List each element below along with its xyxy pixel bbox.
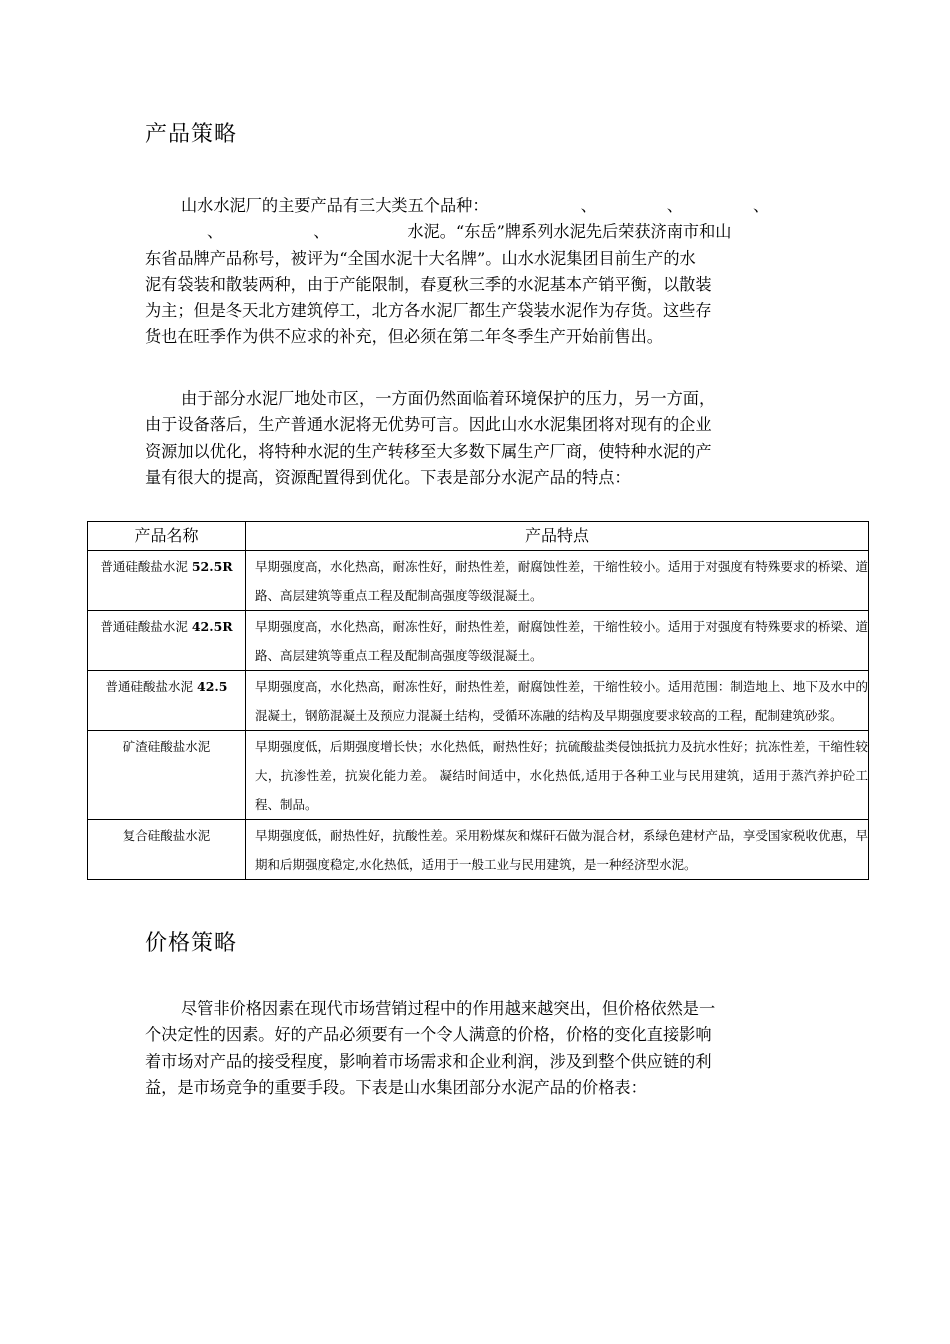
- table-row: [88, 820, 869, 880]
- column-header-product-features: 产品特点: [246, 522, 869, 551]
- product-feature-cell: 早期强度高，水化热高，耐冻性好，耐热性差，耐腐蚀性差，干缩性较小。适用范围：制造地上、地下及水中的混凝土，钢筋混凝土及预应力混凝土结构，受循环冻融的结构及早期强度要求较高的工程，配制建筑砂浆。: [246, 671, 869, 731]
- paragraph-line: 山水水泥厂的主要产品有三大类五个品种： 、 、 、: [181, 196, 770, 215]
- paragraph-line: 泥有袋装和散装两种，由于产能限制，春夏秋三季的水泥基本产销平衡，以散装: [145, 274, 712, 294]
- paragraph-line: 为主；但是冬天北方建筑停工，北方各水泥厂都生产袋装水泥作为存货。这些存: [145, 301, 712, 321]
- section-heading-price-strategy: 价格策略: [145, 931, 238, 956]
- paragraph-line: 由于设备落后，生产普通水泥将无优势可言。因此山水水泥集团将对现有的企业: [145, 415, 712, 435]
- table-header-row: [88, 522, 869, 551]
- section-heading-product-strategy: 产品策略: [145, 122, 238, 147]
- product-name-cell: 普通硅酸盐水泥 42.5R: [88, 611, 246, 671]
- product-intro-paragraph: [145, 193, 810, 351]
- paragraph-line: 东省品牌产品称号，被评为“全国水泥十大名牌”。山水水泥集团目前生产的水: [145, 248, 696, 268]
- product-features-table: [87, 521, 869, 880]
- table-row: [88, 671, 869, 731]
- paragraph-line: 量有很大的提高，资源配置得到优化。下表是部分水泥产品的特点：: [145, 467, 631, 487]
- product-feature-cell: 早期强度高，水化热高，耐冻性好，耐热性差，耐腐蚀性差，干缩性较小。适用于对强度有特殊要求的桥梁、道路、高层建筑等重点工程及配制高强度等级混凝土。: [246, 611, 869, 671]
- product-feature-cell: 早期强度高，水化热高，耐冻性好，耐热性差，耐腐蚀性差，干缩性较小。适用于对强度有特殊要求的桥梁、道路、高层建筑等重点工程及配制高强度等级混凝土。: [246, 551, 869, 611]
- price-paragraph: [145, 996, 810, 1101]
- product-name-cell: 矿渣硅酸盐水泥: [88, 731, 246, 820]
- product-optimization-paragraph: [145, 386, 810, 491]
- paragraph-line: 个决定性的因素。好的产品必须要有一个令人满意的价格，价格的变化直接影响: [145, 1025, 712, 1045]
- table-row: [88, 731, 869, 820]
- table-row: [88, 611, 869, 671]
- paragraph-line: 资源加以优化，将特种水泥的生产转移至大多数下属生产厂商，使特种水泥的产: [145, 441, 712, 461]
- product-name-cell: 复合硅酸盐水泥: [88, 820, 246, 880]
- paragraph-line: 货也在旺季作为供不应求的补充，但必须在第二年冬季生产开始前售出。: [145, 327, 663, 347]
- product-feature-cell: 早期强度低，耐热性好，抗酸性差。采用粉煤灰和煤矸石做为混合材，系绿色建材产品，享受国家税收优惠，早期和后期强度稳定,水化热低，适用于一般工业与民用建筑，是一种经济型水泥。: [246, 820, 869, 880]
- column-header-product-name: 产品名称: [88, 522, 246, 551]
- paragraph-line: 尽管非价格因素在现代市场营销过程中的作用越来越突出，但价格依然是一: [181, 999, 716, 1018]
- paragraph-line: 、 、 水泥。“东岳”牌系列水泥先后荣获济南市和山: [207, 222, 732, 242]
- product-name-cell: 普通硅酸盐水泥 52.5R: [88, 551, 246, 611]
- paragraph-line: 由于部分水泥厂地处市区，一方面仍然面临着环境保护的压力，另一方面，: [181, 389, 716, 408]
- paragraph-line: 着市场对产品的接受程度，影响着市场需求和企业利润，涉及到整个供应链的利: [145, 1051, 712, 1071]
- paragraph-line: 益，是市场竞争的重要手段。下表是山水集团部分水泥产品的价格表：: [145, 1077, 647, 1097]
- table-row: [88, 551, 869, 611]
- product-feature-cell: 早期强度低，后期强度增长快；水化热低，耐热性好；抗硫酸盐类侵蚀抵抗力及抗水性好；抗冻性差，干缩性较大，抗渗性差，抗炭化能力差。 凝结时间适中，水化热低,适用于各种工业与民用建筑，适用于蒸汽养护砼工程、制品。: [246, 731, 869, 820]
- product-name-cell: 普通硅酸盐水泥 42.5: [88, 671, 246, 731]
